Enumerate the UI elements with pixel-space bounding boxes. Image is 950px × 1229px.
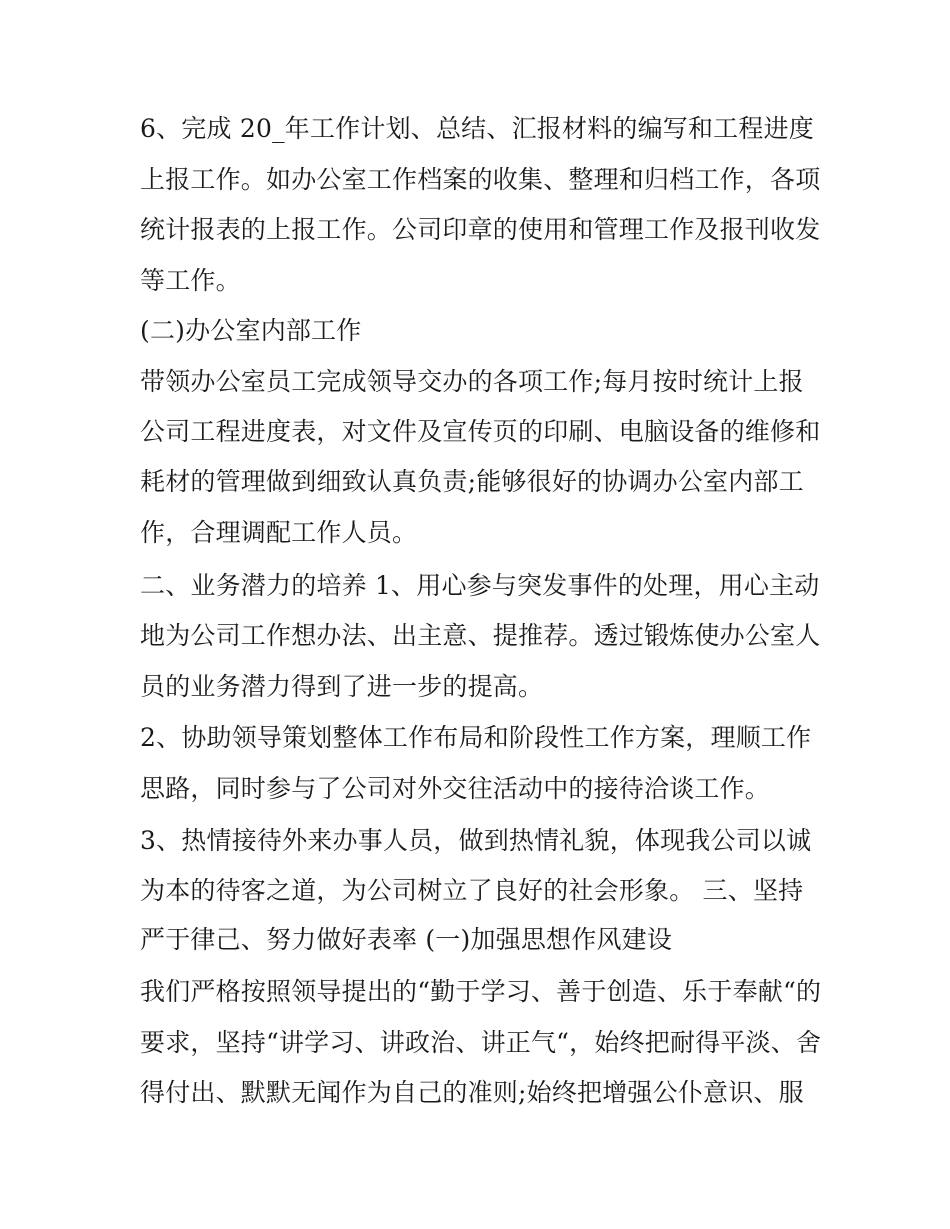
- text-line: 带领办公室员工完成领导交办的各项工作;每月按时统计上报: [140, 367, 804, 396]
- text-line: 等工作。: [140, 266, 241, 295]
- section-heading: (二)办公室内部工作: [140, 316, 362, 345]
- text-line: 员的业务潜力得到了进一步的提高。: [140, 672, 544, 701]
- text-line: 耗材的管理做到细致认真负责;能够很好的协调办公室内部工: [140, 467, 804, 496]
- text-line: 我们严格按照领导提出的“勤于学习、善于创造、乐于奉献“的: [140, 977, 822, 1006]
- text-line: 得付出、默默无闻作为自己的准则;始终把增强公仆意识、服: [140, 1078, 804, 1107]
- text-line: 严于律己、努力做好表率 (一)加强思想作风建设: [140, 925, 673, 954]
- text-line: 3、热情接待外来办事人员，做到热情礼貌，体现我公司以诚: [140, 826, 812, 855]
- text-line: 地为公司工作想办法、出主意、提推荐。透过锻炼使办公室人: [140, 621, 821, 650]
- text-line: 思路，同时参与了公司对外交往活动中的接待洽谈工作。: [140, 774, 771, 803]
- text-line: 要求，坚持“讲学习、讲政治、讲正气“，始终把耐得平淡、舍: [140, 1028, 822, 1057]
- text-line: 二、业务潜力的培养 1、用心参与突发事件的处理，用心主动: [140, 571, 820, 600]
- text-line: 统计报表的上报工作。公司印章的使用和管理工作及报刊收发: [140, 215, 821, 244]
- text-line: 公司工程进度表，对文件及宣传页的印刷、电脑设备的维修和: [140, 417, 821, 446]
- text-line: 为本的待客之道，为公司树立了良好的社会形象。 三、坚持: [140, 876, 804, 905]
- text-line: 作，合理调配工作人员。: [140, 518, 418, 547]
- text-line: 上报工作。如办公室工作档案的收集、整理和归档工作，各项: [140, 165, 821, 194]
- text-line: 2、协助领导策划整体工作布局和阶段性工作方案，理顺工作: [140, 723, 812, 752]
- text-line: 6、完成 20_年工作计划、总结、汇报材料的编写和工程进度: [140, 114, 814, 143]
